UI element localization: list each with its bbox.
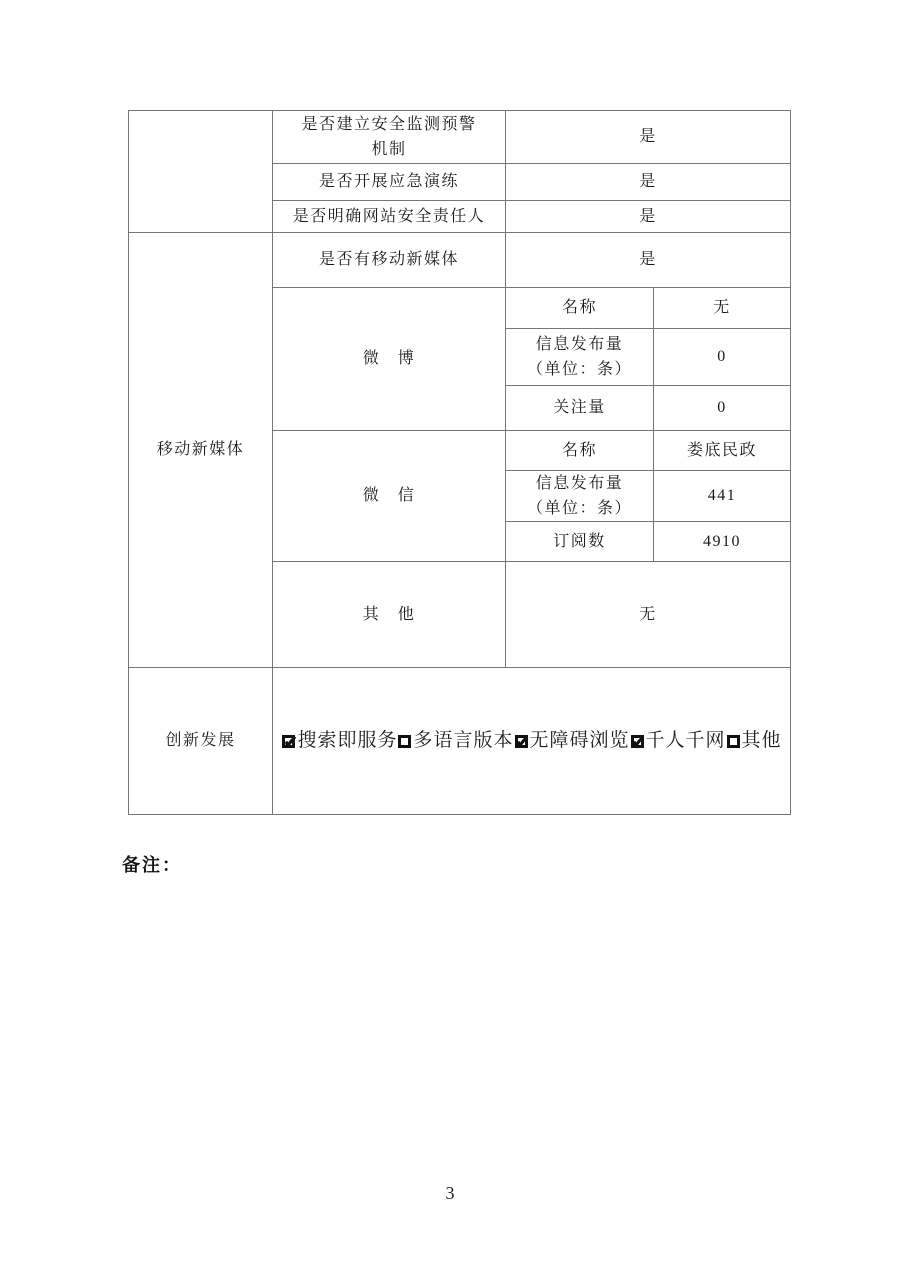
row-label-security-officer: 是否明确网站安全责任人 bbox=[273, 201, 506, 233]
checkbox-label: 千人千网 bbox=[645, 729, 726, 751]
report-table bbox=[128, 110, 791, 815]
subcategory-cell-weibo: 微 博 bbox=[273, 288, 506, 431]
innovation-option-search bbox=[281, 727, 397, 756]
row-value: 是 bbox=[506, 111, 791, 164]
sub-value-weibo-name: 无 bbox=[654, 288, 791, 329]
row-value: 是 bbox=[506, 233, 791, 288]
row-value-other: 无 bbox=[506, 562, 791, 668]
checkbox-label: 其他 bbox=[741, 729, 782, 751]
innovation-option-personalized bbox=[630, 727, 726, 756]
checkbox-label: 搜索即服务 bbox=[297, 729, 398, 751]
innovation-options-row bbox=[273, 727, 790, 756]
innovation-option-accessibility bbox=[514, 727, 630, 756]
sub-value-wechat-subscribers: 4910 bbox=[654, 522, 791, 562]
table-row bbox=[129, 111, 791, 164]
category-cell-innovation: 创新发展 bbox=[129, 668, 273, 815]
sub-value-weibo-followers: 0 bbox=[654, 386, 791, 431]
sub-value-weibo-posts: 0 bbox=[654, 329, 791, 386]
sub-value-wechat-posts: 441 bbox=[654, 471, 791, 522]
checkbox-label: 多语言版本 bbox=[413, 729, 514, 751]
sub-label-weibo-followers: 关注量 bbox=[506, 386, 654, 431]
subcategory-cell-other: 其 他 bbox=[273, 562, 506, 668]
innovation-option-other bbox=[726, 727, 782, 756]
table-row bbox=[129, 668, 791, 815]
checkbox-icon bbox=[398, 735, 411, 748]
sub-label-wechat-posts: 信息发布量 （单位：条） bbox=[506, 471, 654, 522]
checkbox-icon bbox=[727, 735, 740, 748]
innovation-option-multilang bbox=[397, 727, 513, 756]
table-row bbox=[129, 233, 791, 288]
subcategory-cell-wechat: 微 信 bbox=[273, 431, 506, 562]
category-cell-mobile-media: 移动新媒体 bbox=[129, 233, 273, 668]
row-value: 是 bbox=[506, 164, 791, 201]
sub-label-wechat-name: 名称 bbox=[506, 431, 654, 471]
sub-label-weibo-name: 名称 bbox=[506, 288, 654, 329]
innovation-options-cell bbox=[273, 668, 791, 815]
row-label-has-mobile-media: 是否有移动新媒体 bbox=[273, 233, 506, 288]
sub-label-wechat-subscribers: 订阅数 bbox=[506, 522, 654, 562]
category-cell-continued bbox=[129, 111, 273, 233]
sub-label-weibo-posts: 信息发布量 （单位：条） bbox=[506, 329, 654, 386]
checkbox-icon bbox=[631, 735, 644, 748]
checkbox-icon bbox=[282, 735, 295, 748]
sub-value-wechat-name: 娄底民政 bbox=[654, 431, 791, 471]
row-value: 是 bbox=[506, 201, 791, 233]
remarks-label: 备注： bbox=[122, 855, 182, 875]
checkbox-icon bbox=[515, 735, 528, 748]
row-label-security-monitor: 是否建立安全监测预警 机制 bbox=[273, 111, 506, 164]
page-number: 3 bbox=[445, 1183, 455, 1203]
checkbox-label: 无障碍浏览 bbox=[529, 729, 630, 751]
row-label-emergency-drill: 是否开展应急演练 bbox=[273, 164, 506, 201]
